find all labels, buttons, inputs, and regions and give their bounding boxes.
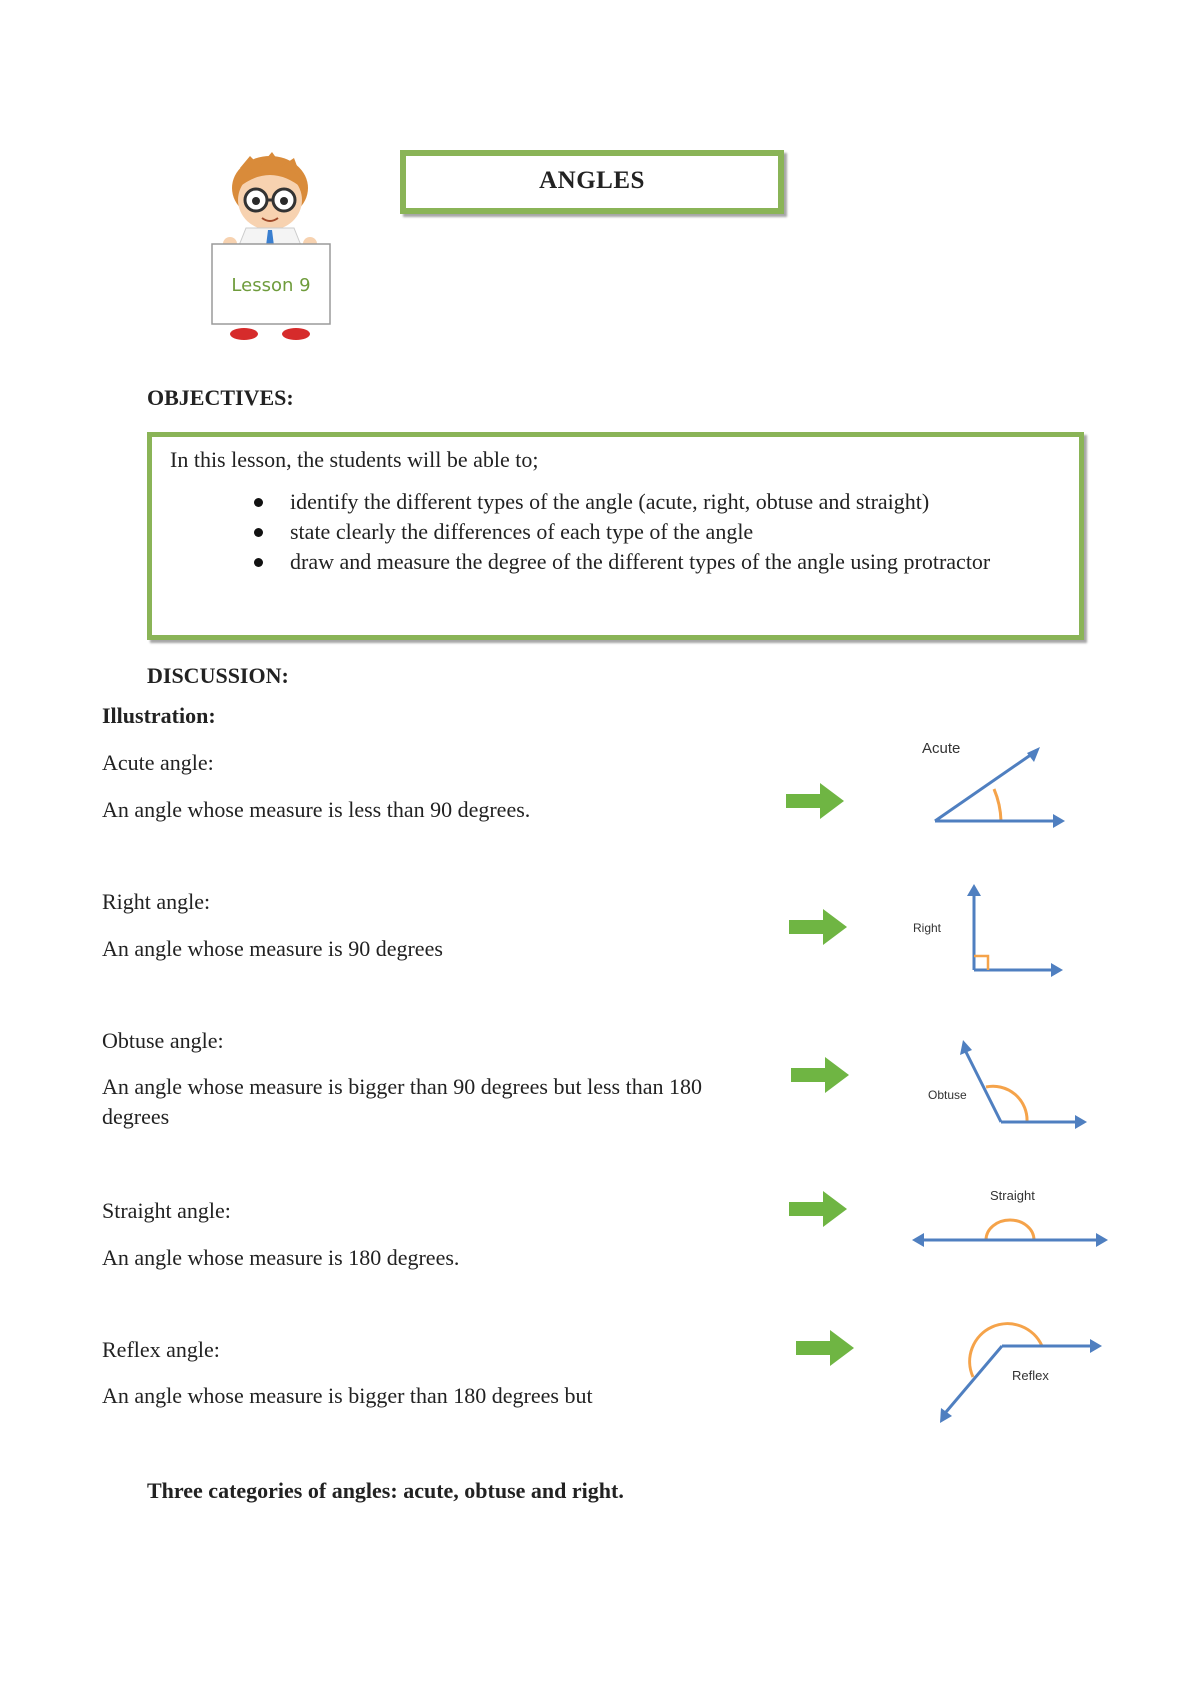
obtuse-angle-definition: An angle whose measure is bigger than 90 degrees but less than 180 degrees	[102, 1074, 702, 1129]
obtuse-angle-name: Obtuse angle:	[102, 1028, 224, 1053]
right-arrow-icon	[789, 1191, 847, 1227]
straight-diagram-label: Straight	[990, 1188, 1035, 1203]
right-angle-definition: An angle whose measure is 90 degrees	[102, 936, 443, 961]
illustration-heading: Illustration:	[102, 703, 216, 728]
reflex-diagram-label: Reflex	[1012, 1368, 1049, 1383]
obtuse-angle-diagram	[915, 1035, 1090, 1145]
summary-text: Three categories of angles: acute, obtuse and right.	[147, 1478, 624, 1503]
right-angle-name: Right angle:	[102, 889, 211, 914]
objective-item: draw and measure the degree of the different types of the angle using protractor	[290, 547, 1061, 577]
page-title: ANGLES	[400, 150, 784, 214]
straight-angle-diagram	[910, 1180, 1110, 1260]
straight-angle-definition: An angle whose measure is 180 degrees.	[102, 1245, 460, 1270]
acute-angle-name: Acute angle:	[102, 750, 214, 775]
objectives-list	[170, 487, 1061, 577]
reflex-angle-name: Reflex angle:	[102, 1337, 220, 1362]
reflex-angle-definition: An angle whose measure is bigger than 180 degrees but	[102, 1383, 593, 1408]
objective-item: identify the different types of the angle (acute, right, obtuse and straight)	[290, 487, 1061, 517]
objective-item: state clearly the differences of each type of the angle	[290, 517, 1061, 547]
lesson-label: Lesson 9	[231, 275, 311, 296]
right-arrow-icon	[796, 1330, 854, 1366]
boy-mascot-illustration	[190, 148, 350, 348]
obtuse-diagram-label: Obtuse	[928, 1088, 967, 1102]
straight-angle-name: Straight angle:	[102, 1198, 231, 1223]
objectives-heading: OBJECTIVES:	[147, 385, 294, 410]
acute-angle-definition: An angle whose measure is less than 90 degrees.	[102, 797, 531, 822]
reflex-angle-diagram	[938, 1300, 1103, 1430]
right-arrow-icon	[786, 783, 844, 819]
bullet-icon	[254, 528, 263, 537]
right-arrow-icon	[789, 909, 847, 945]
objectives-box	[147, 432, 1084, 640]
acute-diagram-label: Acute	[922, 740, 961, 757]
acute-angle-diagram	[910, 725, 1070, 835]
discussion-heading: DISCUSSION:	[147, 663, 289, 688]
bullet-icon	[254, 558, 263, 567]
right-diagram-label: Right	[913, 921, 942, 935]
right-angle-diagram	[908, 880, 1068, 990]
bullet-icon	[254, 498, 263, 507]
objectives-intro: In this lesson, the students will be able to;	[170, 447, 539, 472]
right-arrow-icon	[791, 1057, 849, 1093]
